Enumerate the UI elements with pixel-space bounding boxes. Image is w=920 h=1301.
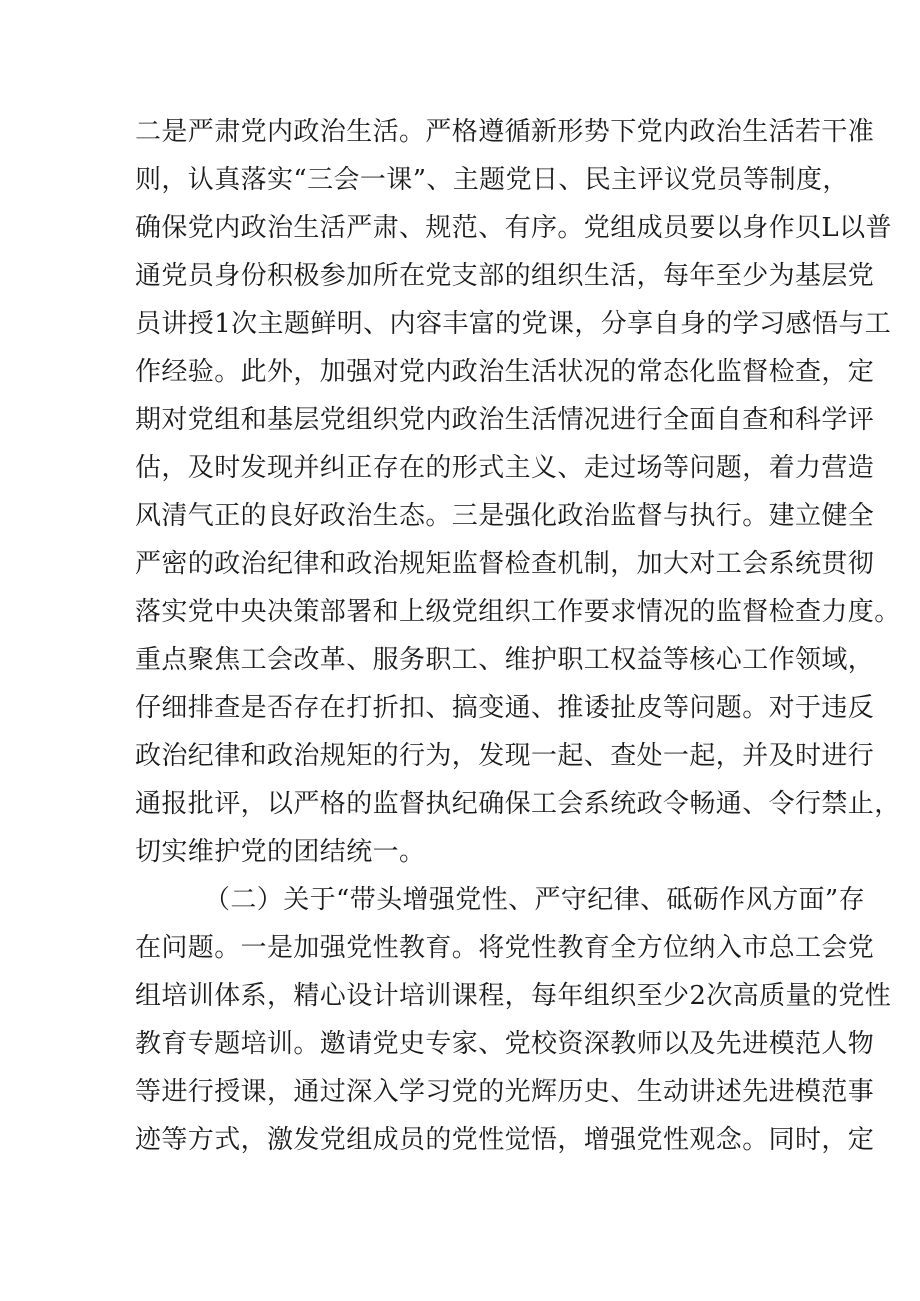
text-line-11: 落实党中央决策部署和上级党组织工作要求情况的监督检查力度。 [135, 597, 901, 627]
text-line-2: 则，认真落实“三会一课”、主题党日、民主评议党员等制度， [135, 165, 849, 195]
text-line-6: 作经验。此外，加强对党内政治生活状况的常态化监督检查，定 [135, 357, 875, 387]
text-line-15: 通报批评，以严格的监督执纪确保工会系统政令畅通、令行禁止， [135, 789, 901, 819]
text-line-21: 等进行授课，通过深入学习党的光辉历史、生动讲述先进模范事 [135, 1077, 875, 1107]
text-line-7: 期对党组和基层党组织党内政治生活情况进行全面自查和科学评 [135, 405, 875, 435]
text-line-5: 员讲授1次主题鲜明、内容丰富的党课，分享自身的学习感悟与工 [135, 309, 892, 339]
text-line-16: 切实维护党的团结统一。 [135, 837, 426, 867]
text-line-17: （二）关于“带头增强党性、严守纪律、砥砺作风方面”存 [204, 885, 865, 915]
text-line-22: 迹等方式，激发党组成员的党性觉悟，增强党性观念。同时，定 [135, 1125, 875, 1155]
text-line-1: 二是严肃党内政治生活。严格遵循新形势下党内政治生活若干准 [135, 117, 875, 147]
text-line-19: 组培训体系，精心设计培训课程，每年组织至少2次高质量的党性 [135, 981, 892, 1011]
text-line-4: 通党员身份积极参加所在党支部的组织生活，每年至少为基层党 [135, 261, 875, 291]
text-line-10: 严密的政治纪律和政治规矩监督检查机制，加大对工会系统贯彻 [135, 549, 875, 579]
text-line-8: 估，及时发现并纠正存在的形式主义、走过场等问题，着力营造 [135, 453, 875, 483]
text-line-18: 在问题。一是加强党性教育。将党性教育全方位纳入市总工会党 [135, 933, 875, 963]
text-line-3: 确保党内政治生活严肃、规范、有序。党组成员要以身作贝L以普 [135, 213, 892, 243]
text-line-20: 教育专题培训。邀请党史专家、党校资深教师以及先进模范人物 [135, 1029, 875, 1059]
text-line-9: 风清气正的良好政治生态。三是强化政治监督与执行。建立健全 [135, 501, 875, 531]
text-line-13: 仔细排查是否存在打折扣、搞变通、推诿扯皮等问题。对于违反 [135, 693, 875, 723]
text-line-12: 重点聚焦工会改革、服务职工、维护职工权益等核心工作领域， [135, 645, 875, 675]
text-line-14: 政治纪律和政治规矩的行为，发现一起、查处一起，并及时进行 [135, 741, 875, 771]
